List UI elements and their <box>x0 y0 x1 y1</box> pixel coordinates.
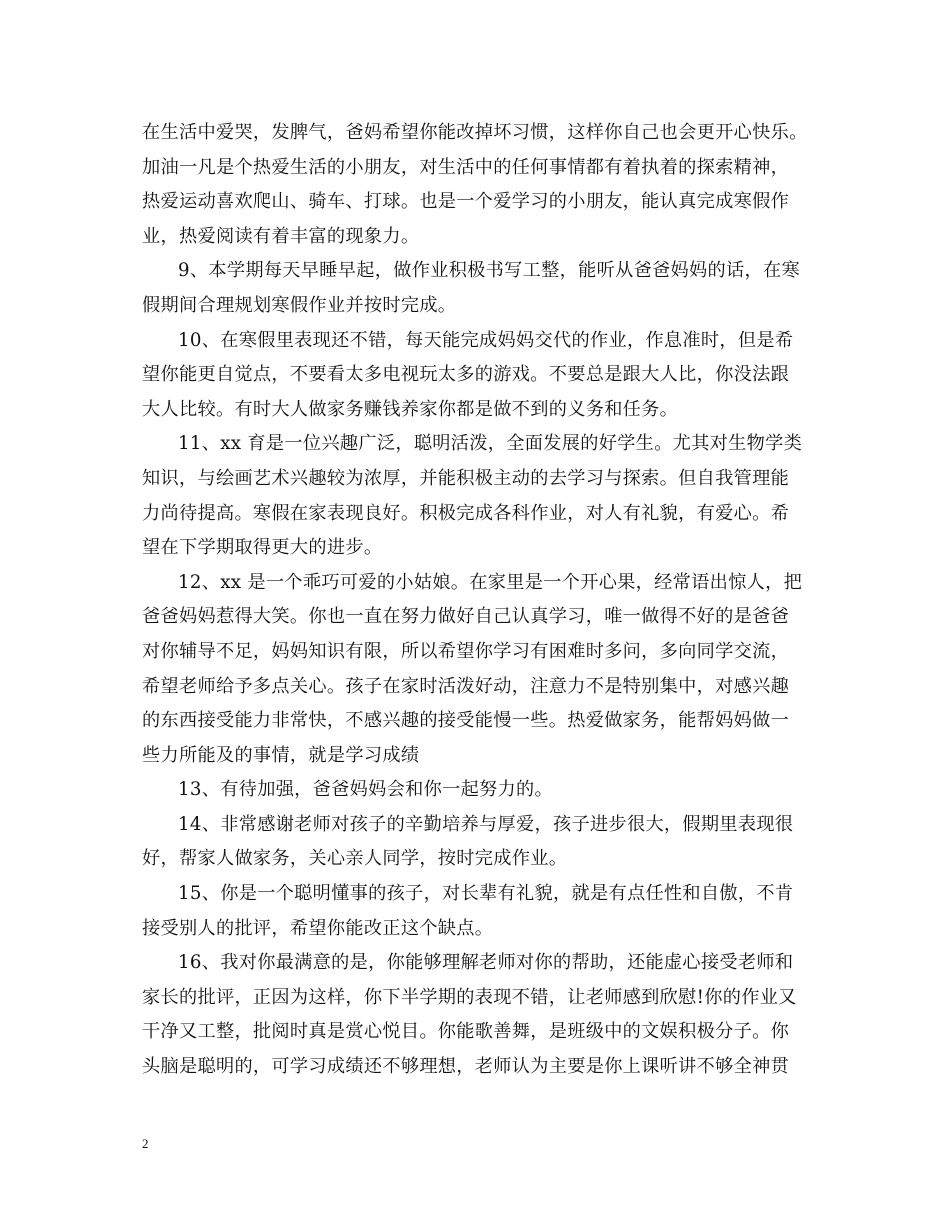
paragraph-first-line: 16、我对你最满意的是，你能够理解老师对你的帮助，还能虚心接受老师和 <box>178 952 794 974</box>
paragraph-line: 力尚待提高。寒假在家表现良好。积极完成各科作业，对人有礼貌，有爱心。希 <box>142 502 790 524</box>
paragraph-line: 家长的批评，正因为这样，你下半学期的表现不错，让老师感到欣慰!你的作业又 <box>142 986 797 1008</box>
paragraph-line: 好，帮家人做家务，关心亲人同学，按时完成作业。 <box>142 848 568 870</box>
paragraph-first-line: 13、有待加强，爸爸妈妈会和你一起努力的。 <box>178 779 554 801</box>
paragraph-first-line: 11、xx 育是一位兴趣广泛，聪明活泼，全面发展的好学生。尤其对生物学类 <box>178 433 803 455</box>
paragraph-first-line: 9、本学期每天早睡早起，做作业积极书写工整，能听从爸爸妈妈的话，在寒 <box>178 260 800 282</box>
paragraph-line: 对你辅导不足，妈妈知识有限，所以希望你学习有困难时多问，多向同学交流， <box>142 640 790 662</box>
paragraph-line: 爸爸妈妈惹得大笑。你也一直在努力做好自己认真学习，唯一做得不好的是爸爸 <box>142 606 790 628</box>
paragraph-line: 干净又工整，批阅时真是赏心悦目。你能歌善舞，是班级中的文娱积极分子。你 <box>142 1021 790 1043</box>
paragraph-line: 业，热爱阅读有着丰富的现象力。 <box>142 225 420 247</box>
document-body <box>142 116 832 1085</box>
paragraph-line: 假期间合理规划寒假作业并按时完成。 <box>142 294 457 316</box>
paragraph-line: 的东西接受能力非常快，不感兴趣的接受能慢一些。热爱做家务，能帮妈妈做一 <box>142 710 790 732</box>
paragraph-line: 接受别人的批评，希望你能改正这个缺点。 <box>142 917 494 939</box>
paragraph-line: 在生活中爱哭，发脾气，爸妈希望你能改掉坏习惯，这样你自己也会更开心快乐。 <box>142 122 808 143</box>
paragraph-line: 希望老师给予多点关心。孩子在家时活泼好动，注意力不是特别集中，对感兴趣 <box>142 675 790 697</box>
paragraph-first-line: 10、在寒假里表现还不错，每天能完成妈妈交代的作业，作息准时，但是希 <box>178 329 794 351</box>
paragraph-first-line: 12、xx 是一个乖巧可爱的小姑娘。在家里是一个开心果，经常语出惊人，把 <box>178 571 803 593</box>
paragraph-line: 望你能更自觉点，不要看太多电视玩太多的游戏。不要总是跟大人比，你没法跟 <box>142 364 790 386</box>
paragraph-line: 热爱运动喜欢爬山、骑车、打球。也是一个爱学习的小朋友，能认真完成寒假作 <box>142 191 790 213</box>
paragraph-line: 知识，与绘画艺术兴趣较为浓厚，并能积极主动的去学习与探索。但自我管理能 <box>142 467 790 489</box>
paragraph-line: 些力所能及的事情，就是学习成绩 <box>142 744 420 766</box>
paragraph-line: 加油一凡是个热爱生活的小朋友，对生活中的任何事情都有着执着的探索精神， <box>142 156 790 178</box>
paragraph-first-line: 15、你是一个聪明懂事的孩子，对长辈有礼貌，就是有点任性和自傲，不肯 <box>178 883 794 905</box>
paragraph-line: 头脑是聪明的，可学习成绩还不够理想，老师认为主要是你上课听讲不够全神贯 <box>142 1056 790 1078</box>
paragraph-first-line: 14、非常感谢老师对孩子的辛勤培养与厚爱，孩子进步很大，假期里表现很 <box>178 813 794 835</box>
paragraph-line: 大人比较。有时大人做家务赚钱养家你都是做不到的义务和任务。 <box>142 398 679 420</box>
page-number: 2 <box>142 1136 149 1151</box>
paragraph-line: 望在下学期取得更大的进步。 <box>142 537 383 559</box>
